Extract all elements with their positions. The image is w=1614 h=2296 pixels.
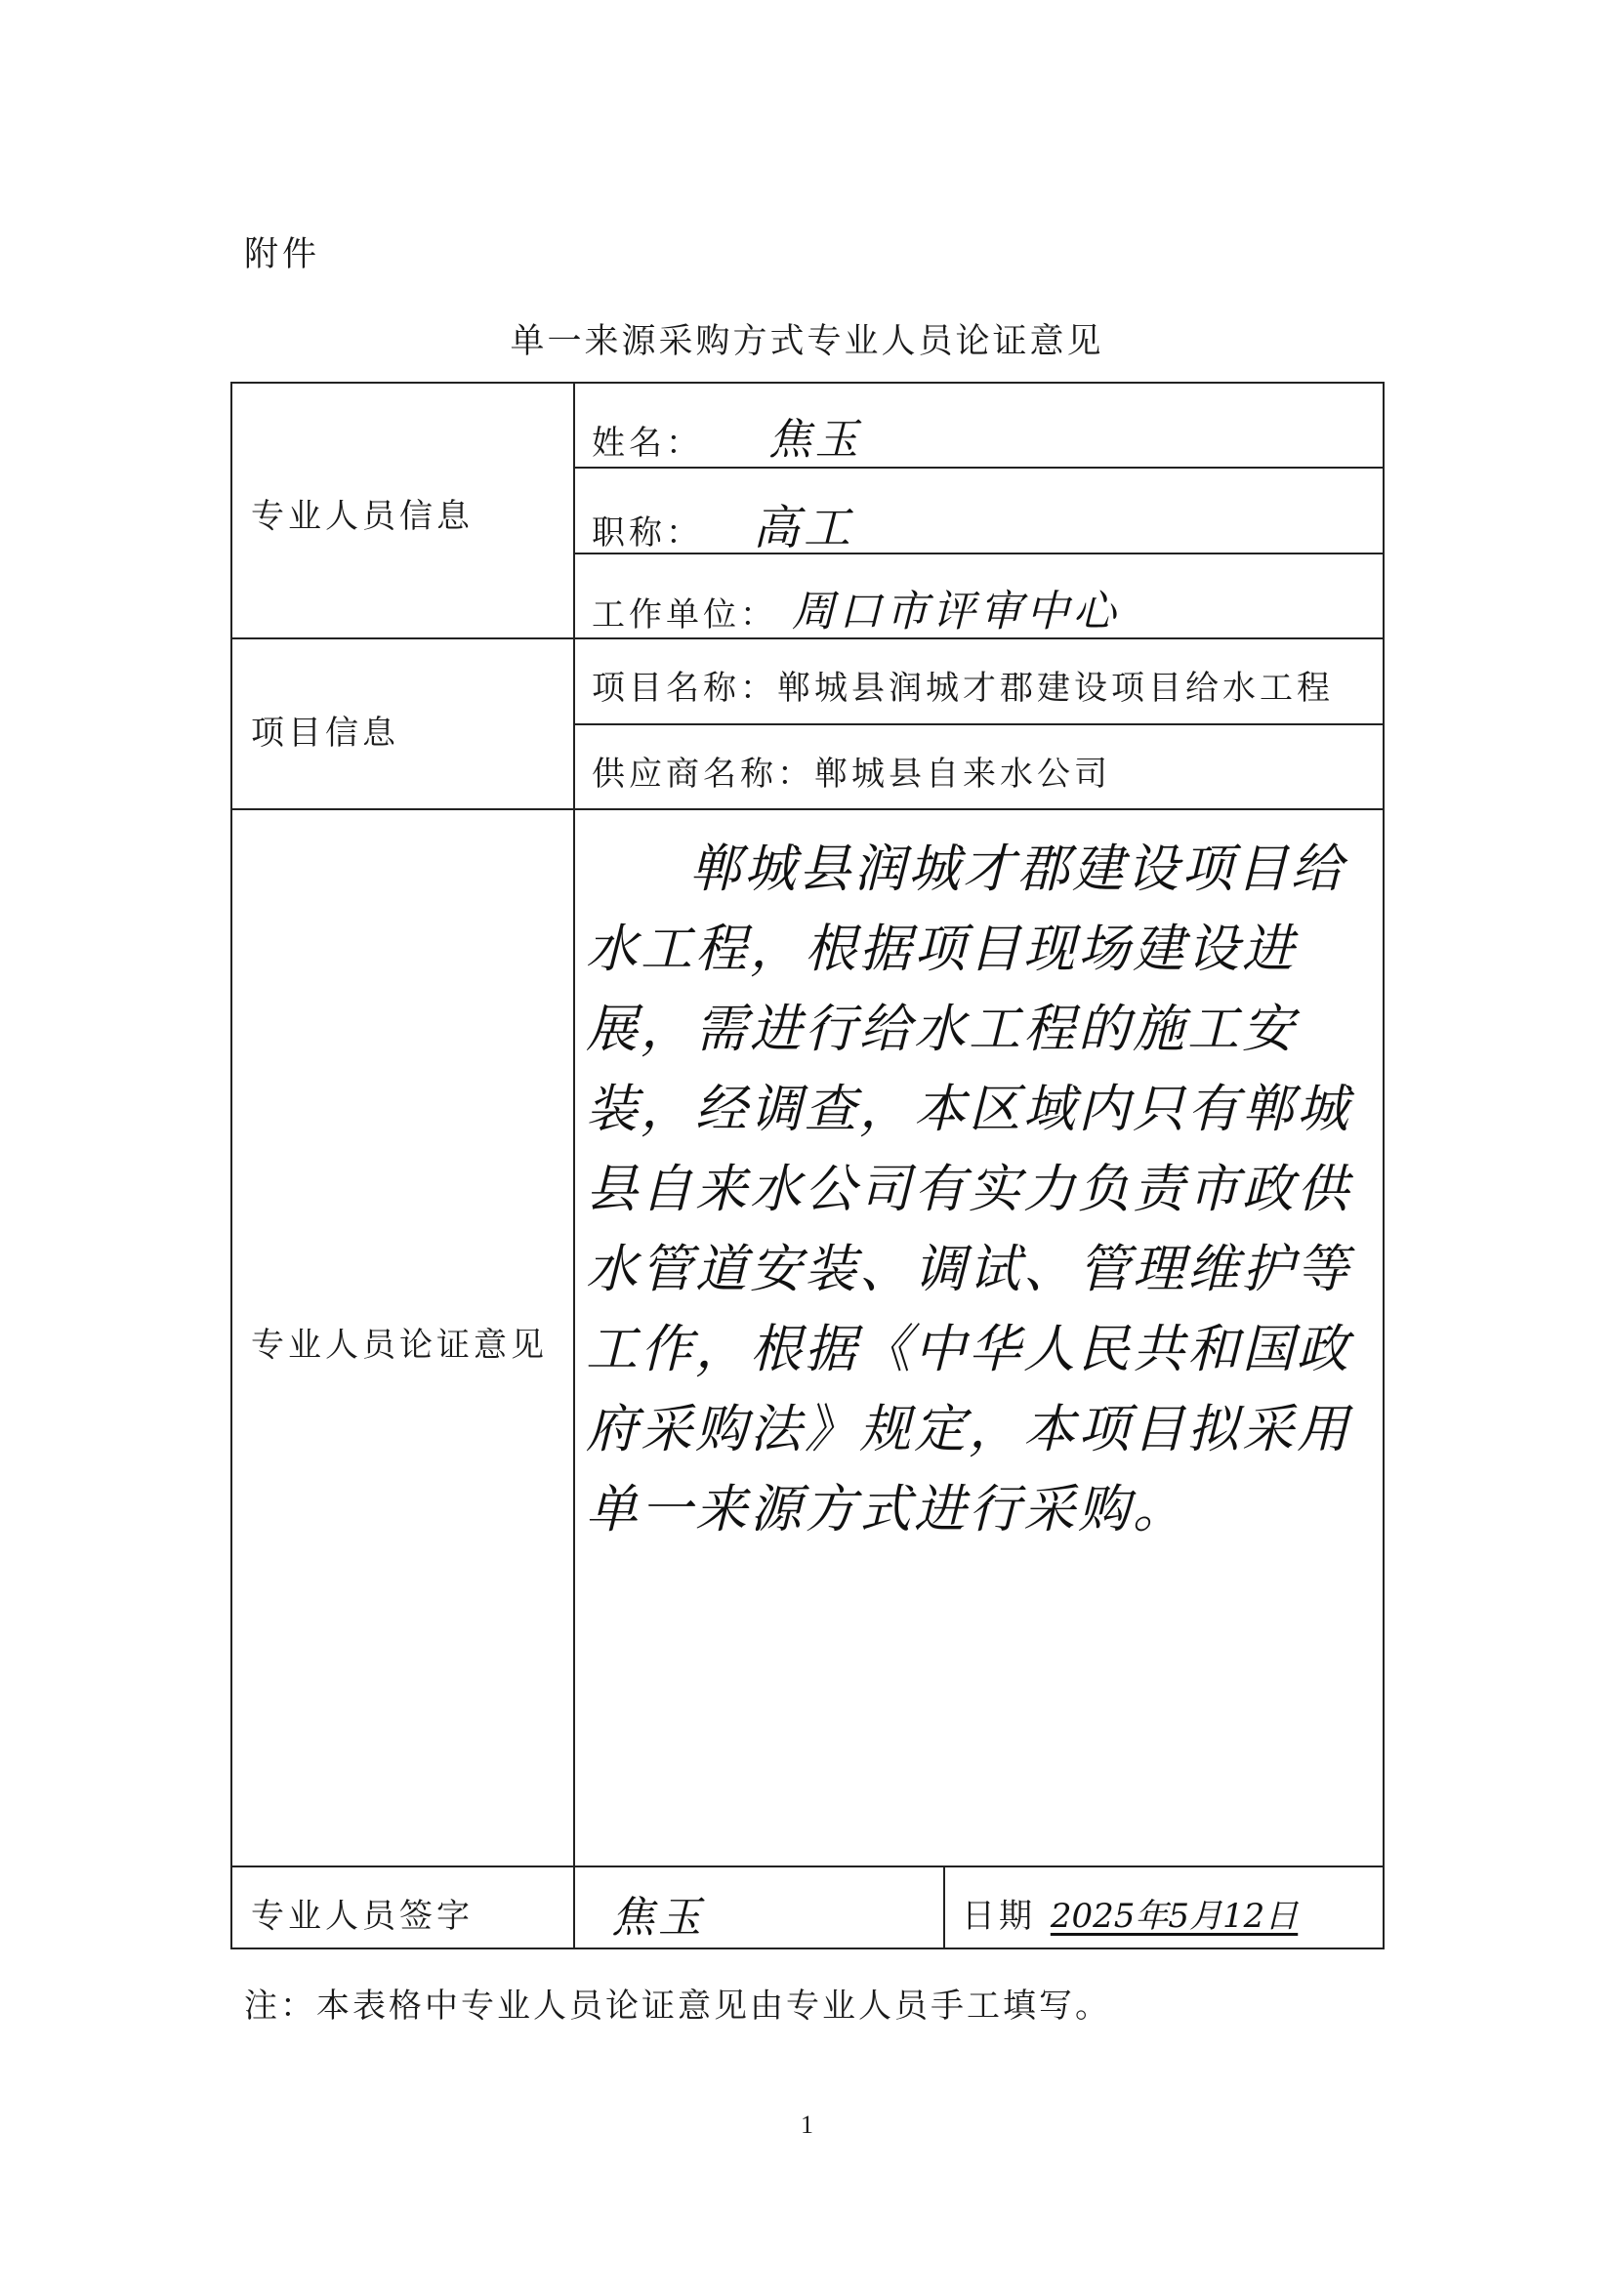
date-column-divider <box>943 1867 945 1948</box>
date-label: 日期 <box>962 1897 1036 1936</box>
title-label: 职称： <box>592 513 703 553</box>
name-row <box>592 404 862 467</box>
row-divider <box>232 808 1383 810</box>
row-divider <box>232 1866 1383 1867</box>
opinion-label: 专业人员论证意见 <box>251 1326 548 1365</box>
column-divider <box>573 384 575 1948</box>
professional-info-label: 专业人员信息 <box>251 497 474 536</box>
page-number: 1 <box>801 2111 813 2139</box>
row-divider <box>575 723 1383 725</box>
row-divider <box>575 467 1383 469</box>
page-title: 单一来源采购方式专业人员论证意见 <box>510 322 1104 361</box>
project-info-label: 项目信息 <box>251 714 399 753</box>
signature-value: 焦玉 <box>611 1893 705 1943</box>
attachment-label: 附件 <box>244 235 321 274</box>
employer-row <box>592 576 1120 638</box>
name-label: 姓名： <box>592 424 703 463</box>
date-value: 2025年5月12日 <box>1050 1897 1299 1936</box>
supplier-name: 供应商名称：郸城县自来水公司 <box>592 755 1111 794</box>
date-row <box>962 1889 1298 1937</box>
employer-label: 工作单位： <box>592 595 777 635</box>
footer-note: 注：本表格中专业人员论证意见由专业人员手工填写。 <box>244 1987 1111 2026</box>
title-value: 高工 <box>752 501 854 555</box>
name-value: 焦玉 <box>767 415 862 465</box>
project-name: 项目名称：郸城县润城才郡建设项目给水工程 <box>592 669 1334 708</box>
title-row <box>592 490 854 557</box>
signature-label: 专业人员签字 <box>251 1897 474 1936</box>
employer-value: 周口市评审中心 <box>791 587 1120 636</box>
opinion-handwritten-text: 郸城县润城才郡建设项目给水工程，根据项目现场建设进展，需进行给水工程的施工安装，经调查，本区域内只有郸城县自来水公司有实力负责市政供水管道安装、调试、管理维护等工作，根据《中华人民共和国政府采购法》规定，本项目拟采用单一来源方式进行采购。 <box>586 840 1351 1539</box>
